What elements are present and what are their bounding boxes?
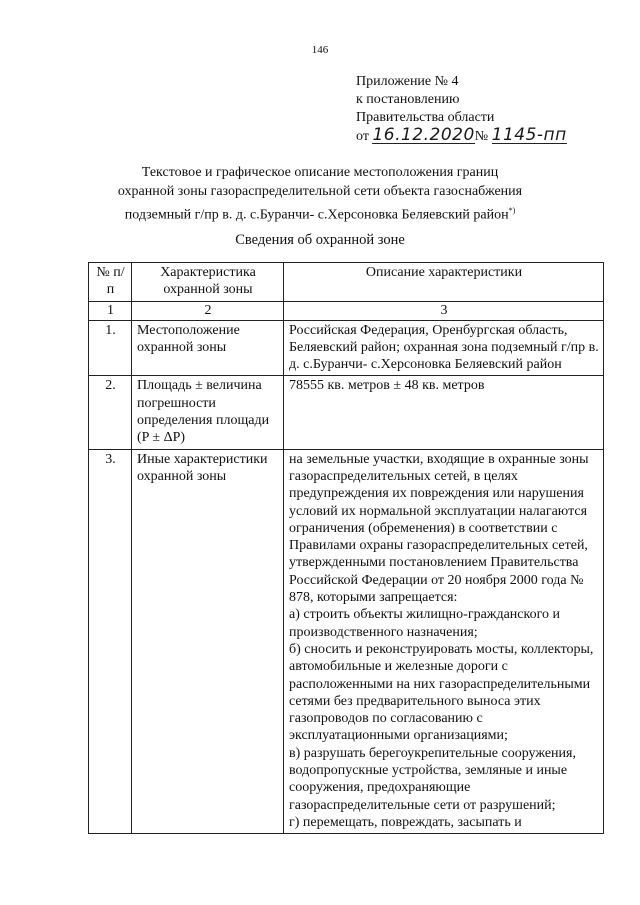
section-subtitle: Сведения об охранной зоне bbox=[235, 232, 405, 248]
table-row bbox=[89, 320, 604, 376]
page-number: 146 bbox=[311, 44, 329, 56]
title-line-3-text: подземный г/пр в. д. с.Буранчи- с.Херсоновка Беляевский район bbox=[124, 207, 509, 223]
protection-zone-table bbox=[88, 262, 604, 834]
restrictions-intro: на земельные участки, входящие в охранные зоны газораспределительных сетей, в целях предупреждения их повреждения или нарушения условий их нормальной эксплуатации налагаются ограничения (обременения) в соответствии с Правилами охраны газораспределительных сетей, утвержденными постановлением Правительства Российской Федерации от 20 ноября 2000 года № 878, которыми запрещается: bbox=[289, 451, 589, 606]
row-number: 3. bbox=[89, 449, 132, 834]
appendix-date-line bbox=[356, 127, 567, 146]
row-number: 2. bbox=[89, 376, 132, 449]
table-row bbox=[89, 449, 604, 834]
numbering-cell: 3 bbox=[284, 301, 604, 320]
footnote-mark: *) bbox=[508, 206, 516, 215]
appendix-header bbox=[356, 73, 567, 146]
appendix-line-2: к постановлению bbox=[356, 92, 460, 107]
row-characteristic: Местоположение охранной зоны bbox=[132, 320, 284, 376]
restriction-item: а) строить объекты жилищно-гражданского и производственного назначения; bbox=[289, 607, 560, 640]
number-label: № bbox=[474, 129, 489, 144]
appendix-line-1: Приложение № 4 bbox=[356, 74, 459, 89]
table-row bbox=[89, 376, 604, 449]
numbering-cell: 1 bbox=[89, 301, 132, 320]
restriction-item: г) перемещать, повреждать, засыпать и bbox=[289, 814, 522, 830]
title-line-3 bbox=[0, 201, 640, 225]
handwritten-date: 16.12.2020 bbox=[372, 125, 475, 145]
header-description: Описание характеристики bbox=[284, 263, 604, 302]
from-label: от bbox=[356, 129, 369, 144]
row-characteristic: Площадь ± величина погрешности определения площади (P ± ΔP) bbox=[132, 376, 284, 449]
title-line-2: охранной зоны газораспределительной сети объекта газоснабжения bbox=[117, 184, 523, 199]
restriction-item: в) разрушать берегоукрепительные сооружения, водопропускные устройства, земляные и иные сооружения, предохраняющие газораспределительные сети от разрушений; bbox=[289, 745, 576, 813]
header-characteristic: Характеристика охранной зоны bbox=[132, 263, 284, 302]
table-header-row bbox=[89, 263, 604, 302]
row-number: 1. bbox=[89, 320, 132, 376]
restriction-item: б) сносить и реконструировать мосты, коллекторы, автомобильные и железные дороги с расположенными на них газораспределительными сетями без предварительного выноса этих газопроводов по согласованию с эксплуатационными организациями; bbox=[289, 641, 594, 744]
row-description: Российская Федерация, Оренбургская область, Беляевский район; охранная зона подземный г/пр в. д. с.Буранчи- с.Херсоновка Беляевский район bbox=[284, 320, 604, 376]
appendix-line-3: Правительства области bbox=[356, 110, 495, 125]
title-line-1: Текстовое и графическое описание местоположения границ bbox=[141, 165, 499, 180]
handwritten-number: 1145-пп bbox=[491, 125, 567, 145]
row-description bbox=[284, 449, 604, 834]
header-number: № п/п bbox=[89, 263, 132, 302]
row-description: 78555 кв. метров ± 48 кв. метров bbox=[284, 376, 604, 449]
document-title bbox=[0, 163, 640, 225]
row-characteristic: Иные характеристики охранной зоны bbox=[132, 449, 284, 834]
table-numbering-row bbox=[89, 301, 604, 320]
numbering-cell: 2 bbox=[132, 301, 284, 320]
